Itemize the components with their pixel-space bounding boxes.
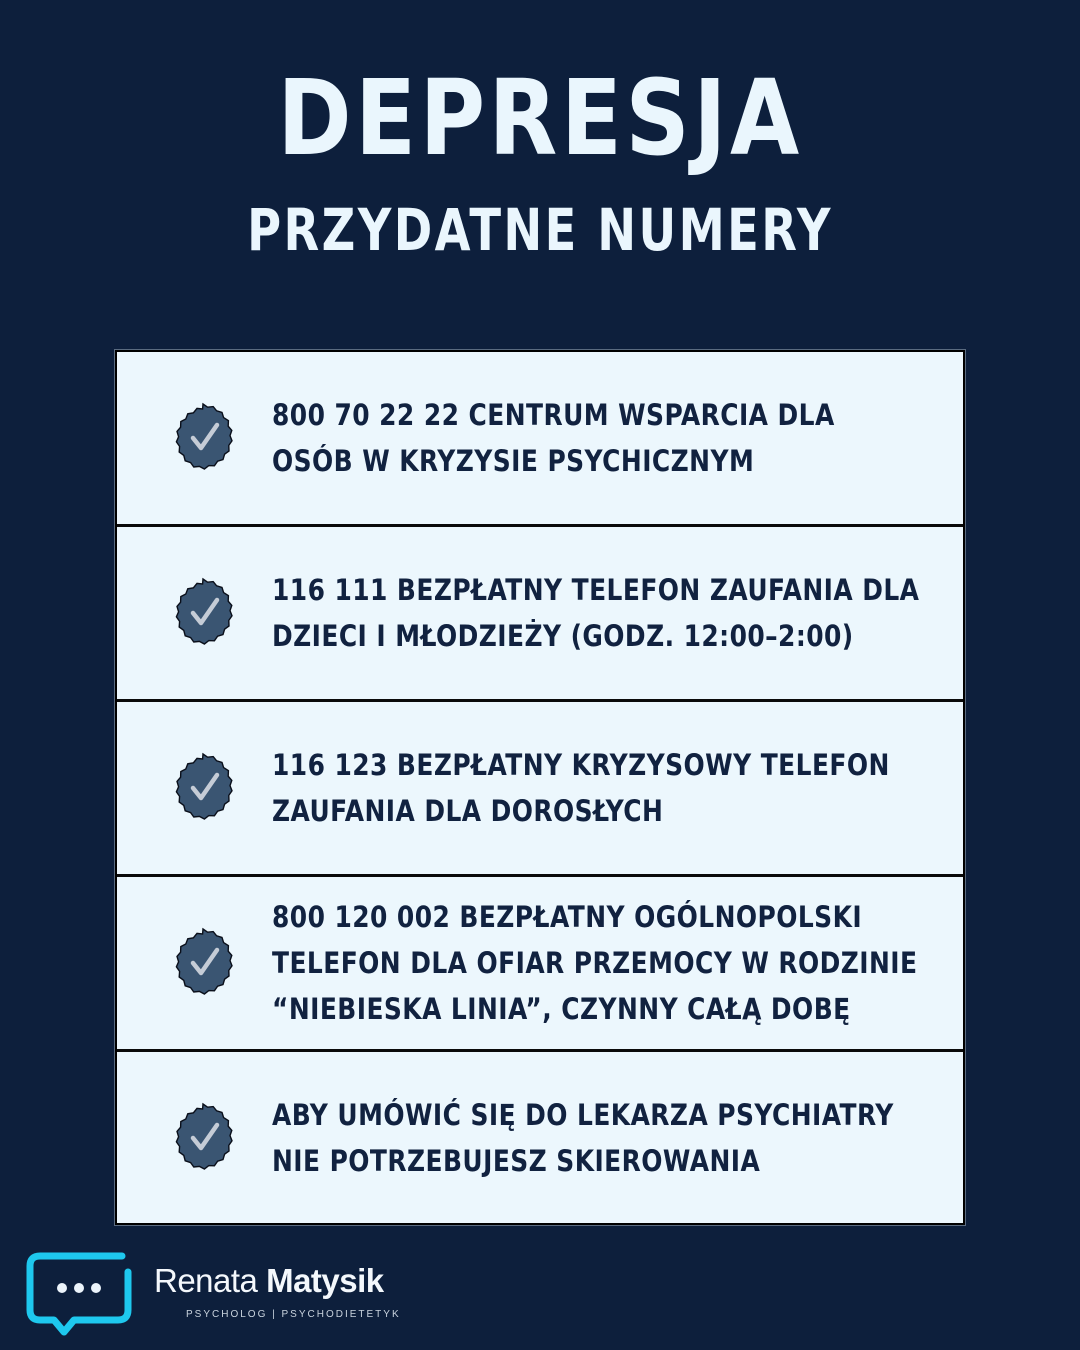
list-item-line: 116 123 BEZPŁATNY KRYZYSOWY TELEFON: [272, 748, 890, 782]
check-badge-icon: [165, 926, 243, 1000]
list-item-text: [272, 894, 933, 1032]
brand-footer: [26, 1252, 446, 1342]
list-item-line: 800 70 22 22 CENTRUM WSPARCIA DLA: [272, 398, 835, 432]
list-item-text: [272, 1092, 933, 1184]
brand-name: [154, 1262, 384, 1300]
list-item-line: ZAUFANIA DLA DOROSŁYCH: [272, 794, 664, 828]
brand-tagline: PSYCHOLOG | PSYCHODIETETYK: [186, 1309, 401, 1320]
page-title: DEPRESJA: [277, 57, 803, 179]
check-badge-icon: [165, 1101, 243, 1175]
list-item-line: DZIECI I MŁODZIEŻY (GODZ. 12:00–2:00): [272, 619, 854, 653]
chat-bubble-icon: [26, 1252, 132, 1338]
list-item-line: 800 120 002 BEZPŁATNY OGÓLNOPOLSKI: [272, 900, 863, 934]
check-badge-icon: [165, 401, 243, 475]
page-subtitle: PRZYDATNE NUMERY: [247, 196, 833, 264]
list-item: [117, 1052, 963, 1223]
list-item: [117, 527, 963, 702]
list-item-text: [272, 567, 933, 659]
list-item-text: [272, 392, 933, 484]
brand-last-name: Matysik: [266, 1262, 384, 1299]
check-badge-icon: [165, 751, 243, 825]
list-item-text: [272, 742, 933, 834]
list-item-line: ABY UMÓWIĆ SIĘ DO LEKARZA PSYCHIATRY: [272, 1097, 894, 1132]
list-item: [117, 877, 963, 1052]
list-item-line: 116 111 BEZPŁATNY TELEFON ZAUFANIA DLA: [272, 573, 920, 607]
list-item: [117, 352, 963, 527]
list-item-line: “NIEBIESKA LINIA”, CZYNNY CAŁĄ DOBĘ: [272, 992, 851, 1026]
list-item-line: OSÓB W KRYZYSIE PSYCHICZNYM: [272, 444, 755, 478]
list-item-line: TELEFON DLA OFIAR PRZEMOCY W RODZINIE: [272, 946, 918, 980]
check-badge-icon: [165, 576, 243, 650]
brand-first-name: Renata: [154, 1262, 258, 1299]
list-item: [117, 702, 963, 877]
numbers-list: [115, 350, 965, 1225]
list-item-line: NIE POTRZEBUJESZ SKIEROWANIA: [272, 1143, 761, 1178]
